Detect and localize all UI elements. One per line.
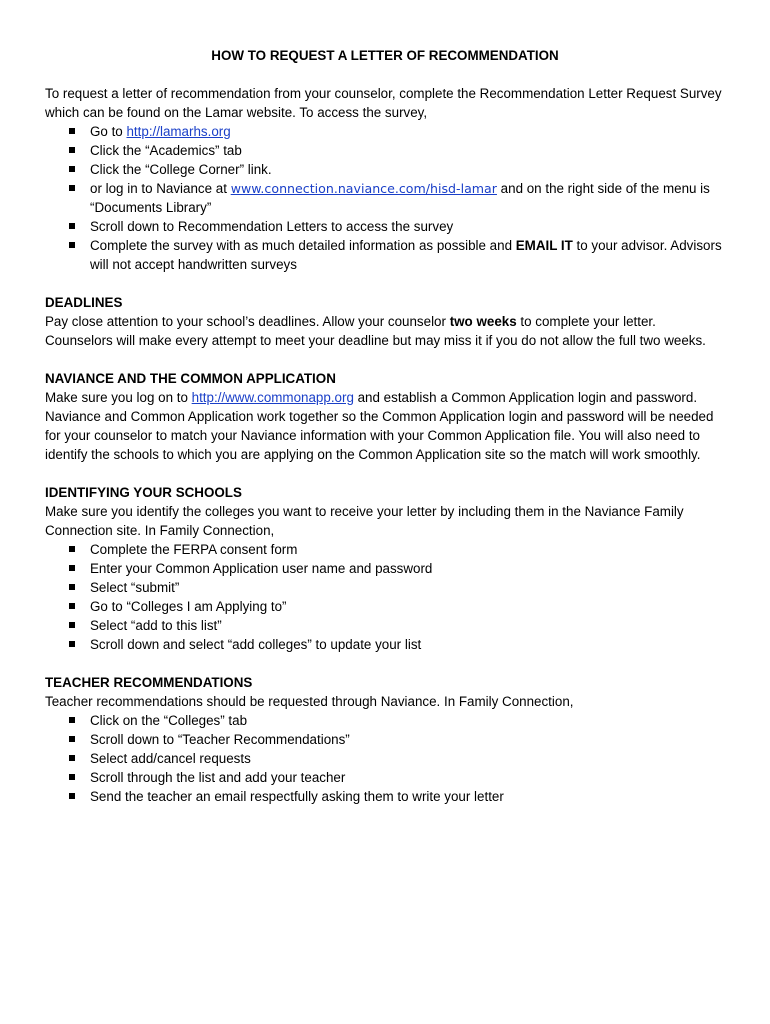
list-item-text: Send the teacher an email respectfully asking them to write your letter (90, 789, 504, 804)
list-item-text: Go to “Colleges I am Applying to” (90, 599, 287, 614)
naviance-common-app-paragraph (45, 388, 725, 464)
list-item (90, 122, 725, 141)
list-item (90, 730, 725, 749)
square-bullet-icon (69, 128, 75, 134)
list-item (90, 179, 725, 217)
lamarhs-link[interactable]: http://lamarhs.org (126, 124, 231, 139)
square-bullet-icon (69, 242, 75, 248)
list-item-text: Complete the FERPA consent form (90, 542, 298, 557)
list-item (90, 540, 725, 559)
list-item-text: Scroll down and select “add colleges” to update your list (90, 637, 422, 652)
identifying-schools-steps-list (45, 540, 725, 654)
teacher-recommendations-paragraph: Teacher recommendations should be requested through Naviance. In Family Connection, (45, 694, 574, 709)
square-bullet-icon (69, 736, 75, 742)
square-bullet-icon (69, 185, 75, 191)
identifying-schools-paragraph: Make sure you identify the colleges you want to receive your letter by including them in the Naviance Family Connection site. In Family Connection, (45, 504, 684, 538)
teacher-recommendations-steps-list (45, 711, 725, 806)
list-item-text: or log in to Naviance at (90, 181, 231, 196)
deadlines-heading: DEADLINES (45, 295, 123, 310)
square-bullet-icon (69, 717, 75, 723)
list-item-text: Scroll through the list and add your teacher (90, 770, 346, 785)
list-item (90, 559, 725, 578)
deadlines-paragraph (45, 312, 725, 350)
document-page (45, 46, 725, 806)
list-item (90, 578, 725, 597)
list-item (90, 749, 725, 768)
square-bullet-icon (69, 584, 75, 590)
naviance-link[interactable]: www.connection.naviance.com/hisd-lamar (230, 181, 497, 196)
list-item-text: to your advisor. Advisors will not accept handwritten surveys (90, 238, 722, 272)
square-bullet-icon (69, 546, 75, 552)
list-item (90, 160, 725, 179)
square-bullet-icon (69, 166, 75, 172)
list-item (90, 141, 725, 160)
list-item-text: and on the right side of the menu is “Documents Library” (90, 181, 710, 215)
square-bullet-icon (69, 603, 75, 609)
list-item (90, 768, 725, 787)
square-bullet-icon (69, 565, 75, 571)
list-item-text: Select “submit” (90, 580, 180, 595)
square-bullet-icon (69, 793, 75, 799)
list-item-text: Select add/cancel requests (90, 751, 251, 766)
commonapp-link[interactable]: http://www.commonapp.org (191, 390, 354, 405)
list-item-text: Enter your Common Application user name and password (90, 561, 433, 576)
list-item-text: Go to (90, 124, 127, 139)
list-item (90, 217, 725, 236)
square-bullet-icon (69, 774, 75, 780)
list-item-text: Complete the survey with as much detailed information as possible and (90, 238, 516, 253)
square-bullet-icon (69, 641, 75, 647)
list-item-text: Click the “College Corner” link. (90, 162, 272, 177)
square-bullet-icon (69, 147, 75, 153)
paragraph-text: Make sure you log on to (45, 390, 192, 405)
email-it-emphasis: EMAIL IT (515, 238, 573, 253)
list-item-text: Select “add to this list” (90, 618, 222, 633)
list-item-text: Scroll down to Recommendation Letters to access the survey (90, 219, 454, 234)
square-bullet-icon (69, 755, 75, 761)
paragraph-text: and establish a Common Application login and password. Naviance and Common Application work together so the Common Application login and password will be needed for your counselor to match your Naviance information with your Common Application file. You will also need to identify the schools to which you are applying on the Common Application site so the match will work smoothly. (45, 390, 714, 462)
teacher-recommendations-heading: TEACHER RECOMMENDATIONS (45, 675, 253, 690)
intro-steps-list (45, 122, 725, 274)
square-bullet-icon (69, 223, 75, 229)
list-item (90, 787, 725, 806)
list-item-text: Click on the “Colleges” tab (90, 713, 248, 728)
square-bullet-icon (69, 622, 75, 628)
list-item (90, 635, 725, 654)
identifying-schools-heading: IDENTIFYING YOUR SCHOOLS (45, 485, 242, 500)
page-title: HOW TO REQUEST A LETTER OF RECOMMENDATION (211, 48, 559, 63)
deadlines-text: to complete your letter. Counselors will make every attempt to meet your deadline but may miss it if you do not allow the full two weeks. (45, 314, 706, 348)
list-item (90, 711, 725, 730)
list-item (90, 236, 725, 274)
list-item-text: Scroll down to “Teacher Recommendations” (90, 732, 350, 747)
list-item (90, 597, 725, 616)
deadlines-text: Pay close attention to your school’s deadlines. Allow your counselor (45, 314, 450, 329)
two-weeks-emphasis: two weeks (449, 314, 517, 329)
list-item (90, 616, 725, 635)
intro-paragraph: To request a letter of recommendation from your counselor, complete the Recommendation Letter Request Survey which can be found on the Lamar website. To access the survey, (45, 86, 722, 120)
list-item-text: Click the “Academics” tab (90, 143, 242, 158)
naviance-common-app-heading: NAVIANCE AND THE COMMON APPLICATION (45, 371, 336, 386)
